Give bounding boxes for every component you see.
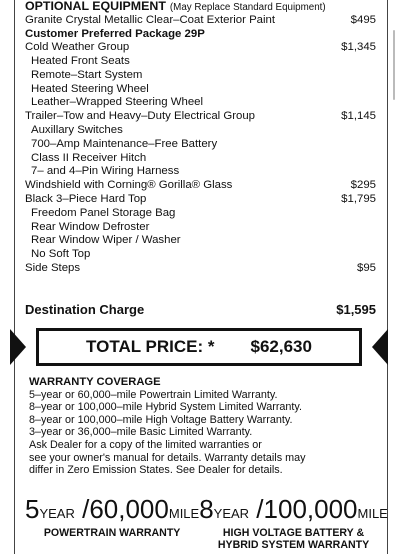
- equipment-label: Side Steps: [25, 262, 81, 275]
- equipment-label: Freedom Panel Storage Bag: [31, 206, 176, 219]
- equipment-price: $1,145: [341, 110, 376, 123]
- equipment-row: [25, 28, 376, 42]
- warranty-line: 8–year or 100,000–mile Hybrid System Limited Warranty.: [29, 401, 303, 414]
- equipment-label: Heated Front Seats: [31, 55, 130, 68]
- left-arrow-icon: [10, 329, 26, 365]
- equipment-label: Trailer–Tow and Heavy–Duty Electrical Group: [25, 110, 256, 123]
- equipment-price: $1,345: [341, 41, 376, 54]
- hybrid-year-word: YEAR: [213, 506, 250, 521]
- equipment-label: Heated Steering Wheel: [31, 82, 149, 95]
- hybrid-caption-line-2: HYBRID SYSTEM WARRANTY: [217, 538, 370, 551]
- optional-equipment-section: [25, 0, 376, 276]
- equipment-label: Auxillary Switches: [31, 124, 123, 137]
- warranty-badges: [25, 494, 388, 551]
- hybrid-warranty-badge: 8YEAR /100,000MILE HIGH VOLTAGE BATTERY & HYBRID SYSTEM WARRANTY: [199, 494, 388, 551]
- equipment-label: Windshield with Corning® Gorilla® Glass: [25, 179, 233, 192]
- equipment-row: [25, 248, 376, 262]
- equipment-price: $295: [350, 179, 376, 192]
- warranty-line: differ in Zero Emission States. See Dealer for details.: [29, 464, 283, 477]
- equipment-price: $95: [356, 262, 376, 275]
- equipment-row: [25, 96, 376, 110]
- equipment-row: [25, 193, 376, 207]
- equipment-row: [25, 14, 376, 28]
- equipment-label: Rear Window Defroster: [31, 220, 150, 233]
- equipment-label: Customer Preferred Package 29P: [25, 27, 205, 40]
- equipment-row: [25, 110, 376, 124]
- equipment-label: Remote–Start System: [31, 68, 143, 81]
- equipment-label: Cold Weather Group: [25, 41, 130, 54]
- total-price-amount: $62,630: [250, 337, 312, 356]
- equipment-row: [25, 124, 376, 138]
- equipment-label: Leather–Wrapped Steering Wheel: [31, 96, 204, 109]
- destination-charge-price: $1,595: [336, 302, 376, 317]
- total-price-label: TOTAL PRICE: *: [86, 337, 215, 356]
- warranty-line: see your owner's manual for details. Warranty details may: [29, 451, 306, 464]
- equipment-row: [25, 138, 376, 152]
- equipment-label: Granite Crystal Metallic Clear–Coat Exterior Paint: [25, 14, 276, 26]
- equipment-label: Black 3–Piece Hard Top: [25, 193, 147, 206]
- warranty-line: 5–year or 60,000–mile Powertrain Limited Warranty.: [29, 388, 278, 401]
- optional-equipment-list: [25, 14, 376, 276]
- equipment-row: [25, 41, 376, 55]
- scrollbar-thumb[interactable]: [393, 30, 395, 100]
- equipment-row: [25, 207, 376, 221]
- equipment-label: Rear Window Wiper / Washer: [31, 234, 181, 247]
- equipment-row: [25, 165, 376, 179]
- warranty-line: 3–year or 36,000–mile Basic Limited Warranty.: [29, 426, 253, 439]
- optional-equipment-title: OPTIONAL EQUIPMENT: [25, 0, 166, 13]
- equipment-row: [25, 221, 376, 235]
- warranty-line: 8–year or 100,000–mile High Voltage Battery Warranty.: [29, 413, 293, 426]
- equipment-row: [25, 83, 376, 97]
- hybrid-years: 8: [199, 494, 214, 524]
- destination-charge-label: Destination Charge: [25, 302, 145, 317]
- equipment-row: [25, 262, 376, 276]
- powertrain-year-word: YEAR: [39, 506, 75, 521]
- equipment-row: [25, 234, 376, 248]
- hybrid-caption-line-1: HIGH VOLTAGE BATTERY &: [222, 527, 365, 539]
- powertrain-caption: POWERTRAIN WARRANTY: [43, 527, 181, 539]
- optional-equipment-heading: [25, 0, 376, 14]
- hybrid-mile-word: MILE: [357, 506, 388, 521]
- destination-charge-row: [25, 302, 376, 317]
- powertrain-mile-word: MILE: [168, 506, 200, 521]
- equipment-label: 7– and 4–Pin Wiring Harness: [31, 165, 180, 178]
- equipment-label: 700–Amp Maintenance–Free Battery: [31, 137, 218, 150]
- warranty-line: Ask Dealer for a copy of the limited warranties or: [29, 438, 262, 451]
- right-arrow-icon: [372, 329, 388, 365]
- total-price-box: [36, 328, 362, 366]
- equipment-label: No Soft Top: [31, 248, 91, 261]
- equipment-row: [25, 179, 376, 193]
- powertrain-miles: 60,000: [89, 494, 169, 524]
- powertrain-warranty-badge: 5YEAR /60,000MILE POWERTRAIN WARRANTY: [25, 494, 200, 539]
- equipment-price: $1,795: [341, 193, 376, 206]
- hybrid-miles: 100,000: [263, 494, 358, 524]
- equipment-price: $495: [350, 14, 376, 26]
- equipment-label: Class II Receiver Hitch: [31, 151, 147, 164]
- powertrain-years: 5: [25, 494, 40, 524]
- equipment-row: [25, 55, 376, 69]
- equipment-row: [25, 152, 376, 166]
- optional-equipment-note: (May Replace Standard Equipment): [169, 2, 326, 13]
- warranty-coverage-section: [29, 376, 369, 477]
- warranty-coverage-title: WARRANTY COVERAGE: [29, 376, 161, 388]
- warranty-text: [29, 389, 369, 477]
- equipment-row: [25, 69, 376, 83]
